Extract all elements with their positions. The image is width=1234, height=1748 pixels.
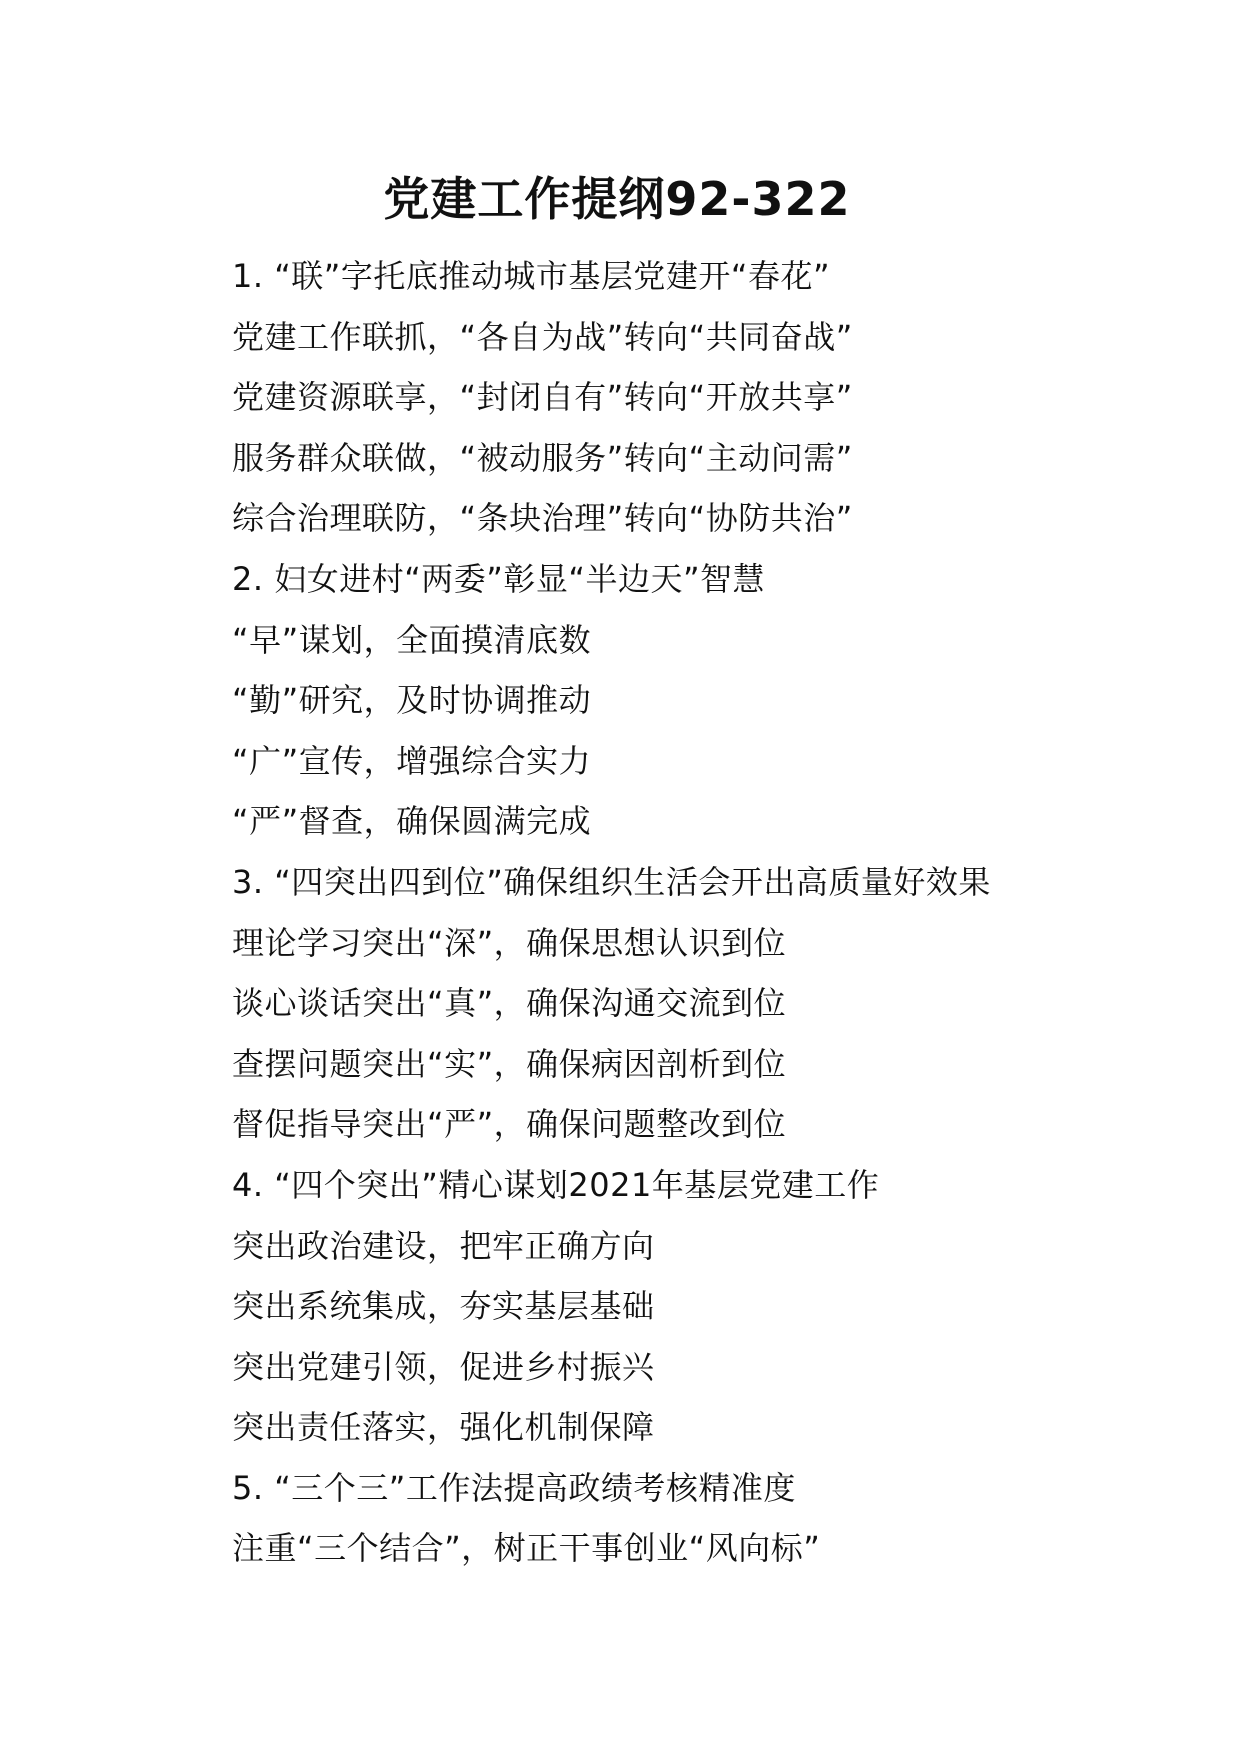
outline-item: 突出责任落实，强化机制保障 [232, 1408, 655, 1447]
outline-item: 服务群众联做，“被动服务”转向“主动问需” [232, 438, 853, 477]
outline-heading-3: 3. “四突出四到位”确保组织生活会开出高质量好效果 [232, 862, 991, 901]
outline-item: 督促指导突出“严”，确保问题整改到位 [232, 1105, 787, 1144]
outline-item: 谈心谈话突出“真”，确保沟通交流到位 [232, 984, 787, 1023]
outline-item: 党建资源联享，“封闭自有”转向“开放共享” [232, 378, 853, 417]
page-title: 党建工作提纲92-322 [383, 172, 851, 226]
outline-item: 理论学习突出“深”，确保思想认识到位 [232, 923, 787, 962]
outline-item: 突出政治建设，把牢正确方向 [232, 1226, 655, 1265]
outline-item: “严”督查，确保圆满完成 [232, 802, 592, 841]
outline-item: “勤”研究，及时协调推动 [232, 681, 592, 720]
outline-item: 突出党建引领，促进乡村振兴 [232, 1347, 655, 1386]
outline-heading-2: 2. 妇女进村“两委”彰显“半边天”智慧 [232, 559, 766, 598]
outline-item: 查摆问题突出“实”，确保病因剖析到位 [232, 1044, 787, 1083]
outline-item: “广”宣传，增强综合实力 [232, 741, 592, 780]
outline-heading-4: 4. “四个突出”精心谋划2021年基层党建工作 [232, 1165, 880, 1204]
outline-heading-1: 1. “联”字托底推动城市基层党建开“春花” [232, 257, 831, 295]
outline-item: 党建工作联抓，“各自为战”转向“共同奋战” [232, 317, 853, 356]
outline-heading-5: 5. “三个三”工作法提高政绩考核精准度 [232, 1468, 796, 1507]
outline-item: 注重“三个结合”，树正干事创业“风向标” [232, 1529, 821, 1568]
outline-item: 综合治理联防，“条块治理”转向“协防共治” [232, 499, 853, 538]
outline-item: 突出系统集成，夯实基层基础 [232, 1287, 655, 1326]
outline-list [232, 246, 1112, 1579]
outline-item: “早”谋划，全面摸清底数 [232, 620, 592, 659]
